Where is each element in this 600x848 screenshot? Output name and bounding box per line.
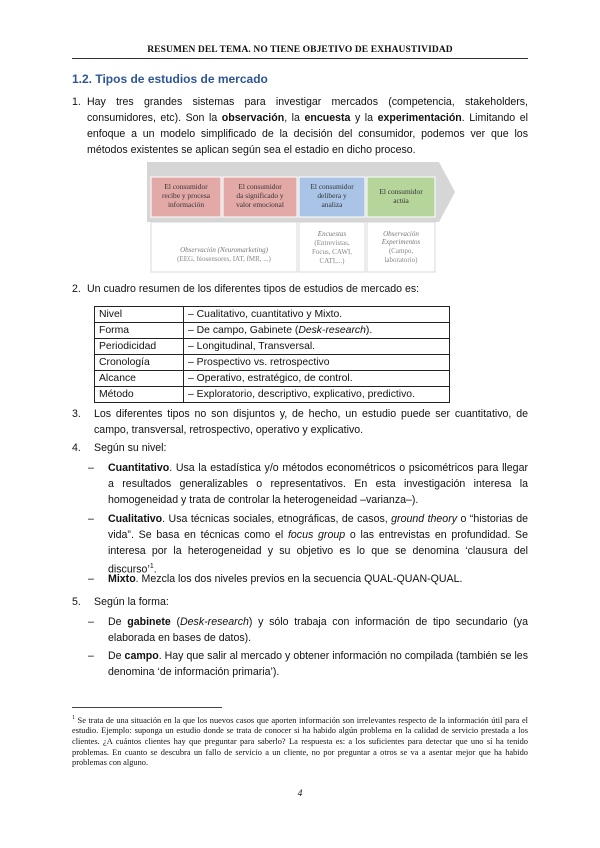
table-value: – Longitudinal, Transversal. — [184, 339, 450, 355]
item-1-text-b: , la — [284, 112, 305, 124]
item-5-gabinete — [108, 614, 528, 646]
section-title — [72, 72, 268, 86]
cualitativo-text-c: o las entrevistas en profundidad. Se interesa por la heterogeneidad y su objetivo es lo que se denomina ‘clausura del discurso’ — [108, 529, 529, 576]
dash-bullet: – — [88, 513, 94, 525]
experimentos-title-2: Experimentos — [381, 238, 421, 246]
consumer-decision-diagram — [147, 160, 455, 275]
dash-bullet: – — [88, 462, 94, 474]
item-5-text: Según la forma: — [94, 596, 169, 608]
encuestas-title: Encuestas — [317, 230, 347, 238]
table-row — [95, 339, 450, 355]
section-title-text: Tipos de estudios de mercado — [95, 72, 268, 86]
gabinete-text-b: ( — [170, 616, 181, 628]
cualitativo-italic-a: ground theory — [391, 513, 458, 525]
table-value-end: ). — [365, 324, 373, 336]
table-value: – Cualitativo, cuantitativo y Mixto. — [184, 307, 450, 323]
stage-3-line-1: El consumidor — [310, 182, 354, 191]
cualitativo-italic-b: focus group — [287, 529, 346, 541]
cualitativo-text-a: . Usa técnicas sociales, etnográficas, de casos, — [162, 513, 392, 525]
dash-bullet: – — [88, 573, 94, 585]
observacion-title: Observación (Neuromarketing) — [180, 246, 268, 254]
table-key: Cronología — [95, 355, 184, 371]
table-key: Nivel — [95, 307, 184, 323]
table-value: – Prospectivo vs. retrospectivo — [184, 355, 450, 371]
campo-text-a: De — [108, 650, 125, 662]
item-1-bold-experimentacion: experimentación — [377, 112, 462, 124]
item-4-cuantitativo — [108, 460, 528, 508]
table-value-italic: Desk-research — [298, 324, 366, 336]
table-key: Periodicidad — [95, 339, 184, 355]
table-value-text: – De campo, Gabinete ( — [188, 324, 299, 336]
table-row — [95, 355, 450, 371]
item-1-number: 1. — [72, 96, 81, 108]
summary-table — [94, 306, 450, 403]
table-value: – Exploratorio, descriptivo, explicativo, predictivo. — [184, 387, 450, 403]
table-row — [95, 323, 450, 339]
campo-label: campo — [124, 650, 159, 662]
table-key: Método — [95, 387, 184, 403]
stage-1-line-3: información — [167, 200, 205, 209]
gabinete-label: gabinete — [127, 616, 171, 628]
footnote-text: Se trata de una situación en la que los nuevos casos que aporten información son irrelevantes respecto de la información útil para el estudio. Ejemplo: suponga un estudio donde se trata de conocer si ha habido algún problema en la calidad de servicio prestada a los clientes. ¿A cuántos clientes hay que preguntar para saberlo? La respuesta es: a los suficientes para detectar que uno sí ha tenido problemas. En cuanto se descubra un fallo de servicio a un cliente, no por preguntar a otros se va a asentar mejor que ha habido problemas con alguno. — [72, 715, 528, 768]
mixto-label: Mixto — [108, 573, 136, 585]
observacion-sub: (EEG, biosensores, IAT, fMR, ...) — [177, 255, 271, 263]
experimentos-sub-2: laboratorio) — [384, 256, 418, 264]
section-number: 1.2. — [72, 72, 93, 86]
item-3-text: Los diferentes tipos no son disjuntos y, de hecho, un estudio puede ser cuantitativo, de campo, transversal, retrospectivo, operativo y explicativo. — [94, 408, 528, 436]
footnote-divider — [72, 707, 222, 708]
item-3-number: 3. — [72, 408, 81, 420]
footnote — [72, 713, 528, 769]
dash-bullet: – — [88, 616, 94, 628]
gabinete-text-a: De — [108, 616, 128, 628]
table-value — [184, 323, 450, 339]
cualitativo-text-b: o “historias de vida”. Se basa en técnicas como el — [108, 513, 528, 541]
cualitativo-label: Cualitativo — [108, 513, 163, 525]
item-1-bold-observacion: observación — [221, 112, 285, 124]
stage-4-line-1: El consumidor — [379, 187, 423, 196]
footnote-number: 1 — [72, 715, 75, 721]
encuestas-sub-1: (Entrevistas, — [314, 239, 350, 247]
item-2-text: Un cuadro resumen de los diferentes tipos de estudios de mercado es: — [87, 283, 420, 295]
stage-4-line-2: actúa — [393, 196, 409, 205]
footnote-ref[interactable]: 1 — [149, 563, 154, 570]
item-1-text-d: . Limitando el enfoque a un modelo simplificado de la decisión del consumidor, podemos ver que los métodos existentes se aplican según sea el estadio en dicho proceso. — [87, 112, 528, 156]
cuantitativo-text: . Usa la estadística y/o métodos econométricos o psicométricos para llegar a resultados generalizables o representativos. En esta investigación interesa la homogeneidad y trata de controlar la heterogeneidad –varianza–). — [108, 462, 528, 506]
table-key: Forma — [95, 323, 184, 339]
stage-1-line-1: El consumidor — [164, 182, 208, 191]
stage-2-line-3: valor emocional — [236, 200, 284, 209]
cuantitativo-label: Cuantitativo — [108, 462, 170, 474]
stage-1-line-2: recibe y procesa — [161, 191, 211, 200]
table-row — [95, 307, 450, 323]
gabinete-italic: Desk-research — [180, 616, 249, 628]
experimentos-title-1: Observación — [383, 230, 419, 238]
item-4-cualitativo — [108, 511, 528, 578]
cualitativo-text-d: . — [153, 563, 157, 576]
gabinete-text-c: ) y sólo trabaja con información de tipo secundario (ya elaborada en bases de datos). — [108, 616, 528, 644]
encuestas-sub-2: Focus, CAWI, — [311, 248, 353, 256]
stage-2-line-2: da significado y — [236, 191, 284, 200]
stage-3-line-3: analiza — [321, 200, 343, 209]
item-4-number: 4. — [72, 442, 81, 454]
experimentos-sub-1: (Campo, — [388, 247, 414, 255]
item-5-campo — [108, 648, 528, 680]
table-row — [95, 387, 450, 403]
encuestas-sub-3: CATI,...) — [319, 257, 345, 265]
page-number: 4 — [297, 789, 303, 799]
item-2-number: 2. — [72, 283, 81, 295]
item-1-bold-encuesta: encuesta — [304, 112, 351, 124]
page-header: RESUMEN DEL TEMA. NO TIENE OBJETIVO DE EXHAUSTIVIDAD — [72, 45, 528, 59]
mixto-text: . Mezcla los dos niveles previos en la secuencia QUAL-QUAN-QUAL. — [135, 573, 463, 585]
item-1-text-c: y la — [350, 112, 378, 124]
item-4-text: Según su nivel: — [94, 442, 167, 454]
item-4-mixto — [108, 571, 528, 587]
table-value: – Operativo, estratégico, de control. — [184, 371, 450, 387]
dash-bullet: – — [88, 650, 94, 662]
item-5-number: 5. — [72, 596, 81, 608]
item-1-paragraph — [87, 94, 528, 158]
stage-2-line-1: El consumidor — [238, 182, 282, 191]
table-key: Alcance — [95, 371, 184, 387]
campo-text-b: . Hay que salir al mercado y obtener información no compilada (también se les denomina ‘de información primaria’). — [108, 650, 528, 678]
stage-3-line-2: delibera y — [317, 191, 347, 200]
item-1-text-a: Hay tres grandes sistemas para investigar mercados (competencia, stakeholders, consumidores, etc). Son la — [87, 96, 528, 124]
table-row — [95, 371, 450, 387]
